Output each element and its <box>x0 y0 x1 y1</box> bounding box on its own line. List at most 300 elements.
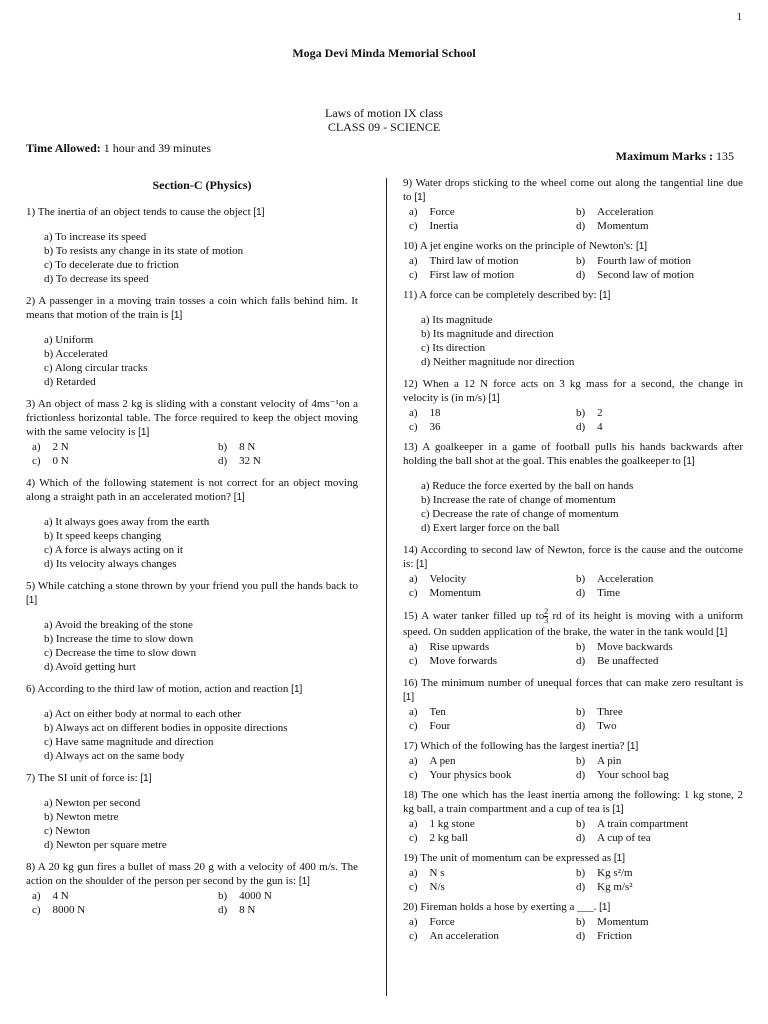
option <box>32 903 218 917</box>
option-letter: b) <box>576 573 586 585</box>
option-letter: d) <box>576 881 586 893</box>
question-text <box>26 771 358 786</box>
option-text: Two <box>597 720 617 732</box>
option-letter: c) <box>409 881 418 893</box>
option-letter: b) <box>576 206 586 218</box>
question-text <box>26 476 358 505</box>
marks-tag: [1] <box>171 310 183 321</box>
option-text: Be unaffected <box>597 655 659 667</box>
option: b) Increase the rate of change of momentum <box>421 494 616 506</box>
option-text: Friction <box>597 930 633 942</box>
option <box>218 889 358 903</box>
question-number: 6) <box>26 683 36 695</box>
option <box>409 915 576 929</box>
option <box>409 817 576 831</box>
option-text: 1 kg stone <box>429 818 475 830</box>
option-letter: a) <box>409 641 418 653</box>
option-list <box>44 515 358 571</box>
option-grid <box>409 406 743 434</box>
marks-tag: [1] <box>635 241 648 252</box>
question <box>403 377 743 434</box>
option: b) Its magnitude and direction <box>421 328 554 340</box>
question-body: According to the third law of motion, action and reaction <box>37 683 289 695</box>
option-letter: b) <box>218 441 228 453</box>
option <box>409 406 576 420</box>
option: a) It always goes away from the earth <box>44 516 210 528</box>
option-grid <box>32 889 358 917</box>
question <box>403 543 743 600</box>
marks-tag: [1] <box>138 427 150 438</box>
option-letter: d) <box>576 587 586 599</box>
question-body: An object of mass 2 kg is sliding with a constant velocity of 4ms⁻¹on a frictionless horizontal table. The force required to keep the object moving with the same velocity is <box>26 398 358 438</box>
option <box>409 705 576 719</box>
time-label: Time Allowed: <box>26 141 101 155</box>
option-list <box>421 313 743 369</box>
question-body: Which of the following has the largest inertia? <box>420 740 625 752</box>
marks-tag: [1] <box>716 627 728 638</box>
question-body: Fireman holds a hose by exerting a ___. <box>420 901 597 913</box>
option-letter: c) <box>409 832 418 844</box>
marks-tag: [1] <box>599 902 611 913</box>
question <box>26 294 358 389</box>
marks-tag: [1] <box>683 456 695 467</box>
question-body: The unit of momentum can be expressed as <box>420 852 612 864</box>
question-text <box>403 377 743 406</box>
option-text: Inertia <box>429 220 459 232</box>
option <box>576 268 743 282</box>
question-number: 7) <box>26 772 36 784</box>
question-body: A jet engine works on the principle of Newton's: <box>419 240 634 252</box>
option <box>576 880 743 894</box>
option: d) Avoid getting hurt <box>44 661 136 673</box>
option: d) Exert larger force on the ball <box>421 522 560 534</box>
question-number: 9) <box>403 177 413 189</box>
option-text: Fourth law of motion <box>597 255 691 267</box>
option-letter: b) <box>576 818 586 830</box>
option-text: A pen <box>429 755 456 767</box>
question-body: A 20 kg gun fires a bullet of mass 20 g with a velocity of 400 m/s. The action on the shoulder of the person per second by the gun is: <box>26 861 358 887</box>
option-text: A cup of tea <box>597 832 651 844</box>
question-text <box>403 543 743 572</box>
option-letter: b) <box>576 407 586 419</box>
option: a) Newton per second <box>44 797 141 809</box>
question-number: 2) <box>26 295 36 307</box>
option-letter: d) <box>576 220 586 232</box>
option-list <box>44 707 358 763</box>
option: c) To decelerate due to friction <box>44 259 179 271</box>
fraction <box>544 608 548 625</box>
option-letter: a) <box>409 706 418 718</box>
question <box>403 676 743 733</box>
question-body: Water drops sticking to the wheel come out along the tangential line due to <box>403 177 743 203</box>
option: a) Avoid the breaking of the stone <box>44 619 193 631</box>
option-text: 8 N <box>239 441 256 453</box>
question <box>403 900 743 943</box>
question-text <box>26 294 358 323</box>
option: c) Its direction <box>421 342 486 354</box>
question-text <box>403 676 743 705</box>
option-letter: d) <box>576 421 586 433</box>
option <box>409 420 576 434</box>
option: b) To resists any change in its state of motion <box>44 245 244 257</box>
option <box>576 929 743 943</box>
option <box>576 219 743 233</box>
option-letter: a) <box>409 255 418 267</box>
option: c) A force is always acting on it <box>44 544 183 556</box>
option-letter: c) <box>32 904 41 916</box>
option <box>576 420 743 434</box>
question-body: A goalkeeper in a game of football pulls his hands backwards after holding the ball shot at the goal. This enables the goalkeeper to <box>403 441 743 467</box>
question-number: 8) <box>26 861 36 873</box>
option: b) Always act on different bodies in opposite directions <box>44 722 288 734</box>
question <box>26 397 358 468</box>
fraction-denominator: 3 <box>544 616 549 625</box>
question-number: 3) <box>26 398 36 410</box>
option-text: 32 N <box>239 455 261 467</box>
question-body: When a 12 N force acts on 3 kg mass for a second, the change in velocity is (in m/s) <box>403 378 743 404</box>
marks-label: Maximum Marks : <box>615 149 713 163</box>
option <box>576 654 743 668</box>
option: c) Newton <box>44 825 91 837</box>
option-grid <box>409 866 743 894</box>
option-letter: b) <box>576 867 586 879</box>
option: c) Decrease the time to slow down <box>44 647 197 659</box>
question-text <box>403 176 743 205</box>
option-letter: b) <box>576 706 586 718</box>
option-text: First law of motion <box>429 269 515 281</box>
option-text: Velocity <box>429 573 467 585</box>
question-number: 12) <box>403 378 418 390</box>
option-text: An acceleration <box>429 930 499 942</box>
option-text: 2 <box>597 407 603 419</box>
option <box>409 586 576 600</box>
option-letter: c) <box>409 720 418 732</box>
option <box>409 219 576 233</box>
question-body: The one which has the least inertia among the following: 1 kg stone, 2 kg ball, a train compartment and a cup of tea is <box>403 789 743 815</box>
marks-tag: [1] <box>253 207 265 218</box>
question-body: Which of the following statement is not correct for an object moving along a straight path in an accelerated motion? <box>26 477 358 503</box>
option: d) Always act on the same body <box>44 750 185 762</box>
question-text <box>403 440 743 469</box>
option-text: 8 N <box>239 904 256 916</box>
marks-tag: [1] <box>599 290 611 301</box>
option-text: Acceleration <box>597 206 654 218</box>
option <box>409 754 576 768</box>
option-letter: a) <box>409 755 418 767</box>
question-number: 14) <box>403 544 418 556</box>
option-text: 8000 N <box>52 904 86 916</box>
option-letter: c) <box>409 269 418 281</box>
option <box>409 268 576 282</box>
option-letter: a) <box>409 867 418 879</box>
question <box>26 682 358 763</box>
option-letter: d) <box>576 832 586 844</box>
maximum-marks <box>616 149 734 163</box>
question <box>26 771 358 852</box>
question-number: 13) <box>403 441 418 453</box>
option <box>218 440 358 454</box>
option <box>576 586 743 600</box>
option <box>409 254 576 268</box>
option-letter: d) <box>576 769 586 781</box>
marks-value: 135 <box>716 149 734 163</box>
marks-tag: [1] <box>613 853 626 864</box>
marks-tag: [1] <box>233 492 245 503</box>
option: a) Act on either body at normal to each other <box>44 708 242 720</box>
question-body: The inertia of an object tends to cause the object <box>37 206 251 218</box>
option-text: Three <box>597 706 623 718</box>
option-text: Force <box>429 206 455 218</box>
option <box>409 929 576 943</box>
option-grid <box>409 254 743 282</box>
option-letter: c) <box>32 455 41 467</box>
school-name: Moga Devi Minda Memorial School <box>292 46 476 60</box>
option <box>576 205 743 219</box>
option-letter: b) <box>576 916 586 928</box>
option: d) Neither magnitude nor direction <box>421 356 575 368</box>
question-body: A passenger in a moving train tosses a coin which falls behind him. It means that motion of the train is <box>26 295 358 321</box>
option <box>409 866 576 880</box>
question-body: A force can be completely described by: <box>419 289 597 301</box>
option-list <box>44 230 358 286</box>
question-body: According to second law of Newton, force is the cause and the outcome is: <box>403 544 743 570</box>
option: b) Accelerated <box>44 348 108 360</box>
marks-tag: [1] <box>612 804 624 815</box>
option-grid <box>409 817 743 845</box>
question <box>26 860 358 917</box>
question-text <box>403 288 743 303</box>
marks-tag: [1] <box>140 773 152 784</box>
marks-tag: [1] <box>298 876 310 887</box>
option-text: A pin <box>597 755 622 767</box>
option-letter: d) <box>576 720 586 732</box>
option: b) Newton metre <box>44 811 119 823</box>
option: b) Increase the time to slow down <box>44 633 194 645</box>
option: d) Retarded <box>44 376 96 388</box>
option-text: 0 N <box>52 455 69 467</box>
option-text: Third law of motion <box>429 255 519 267</box>
option-text: Momentum <box>597 220 649 232</box>
option-letter: a) <box>32 441 41 453</box>
option-letter: a) <box>409 206 418 218</box>
question <box>26 205 358 286</box>
option-grid <box>32 440 358 468</box>
option <box>576 640 743 654</box>
question-number: 1) <box>26 206 36 218</box>
question-text <box>26 860 358 889</box>
question-number: 20) <box>403 901 418 913</box>
option: b) It speed keeps changing <box>44 530 162 542</box>
option <box>32 454 218 468</box>
option-text: N/s <box>429 881 445 893</box>
option <box>409 640 576 654</box>
option <box>576 254 743 268</box>
question <box>26 579 358 674</box>
paper-title: Laws of motion IX class <box>325 106 443 120</box>
time-value: 1 hour and 39 minutes <box>103 141 212 155</box>
option <box>409 831 576 845</box>
option-text: Momentum <box>429 587 481 599</box>
option-text: 2 N <box>52 441 69 453</box>
option-grid <box>409 754 743 782</box>
option <box>576 406 743 420</box>
option-letter: b) <box>218 890 228 902</box>
option: c) Have same magnitude and direction <box>44 736 214 748</box>
question-text-start: A water tanker filled up to <box>421 610 545 623</box>
option <box>576 754 743 768</box>
option-text: Acceleration <box>597 573 654 585</box>
option-list <box>44 618 358 674</box>
option-text: Your physics book <box>429 769 512 781</box>
option-letter: b) <box>576 755 586 767</box>
option-letter: d) <box>576 655 586 667</box>
option-text: Ten <box>429 706 446 718</box>
option-text: Momentum <box>597 916 649 928</box>
question <box>403 239 743 282</box>
question-number: 16) <box>403 677 418 689</box>
question <box>403 788 743 845</box>
option <box>218 454 358 468</box>
option <box>576 831 743 845</box>
option <box>576 866 743 880</box>
option-grid <box>409 915 743 943</box>
question-number: 11) <box>403 289 418 301</box>
marks-tag: [1] <box>488 393 500 404</box>
option: d) Its velocity always changes <box>44 558 177 570</box>
question-number: 18) <box>403 789 418 801</box>
option: a) To increase its speed <box>44 231 147 243</box>
option-letter: d) <box>576 930 586 942</box>
question <box>403 288 743 369</box>
question <box>403 608 743 668</box>
option-text: 18 <box>429 407 441 419</box>
question-text <box>26 397 358 440</box>
option: c) Along circular tracks <box>44 362 148 374</box>
option <box>409 880 576 894</box>
question-number: 10) <box>403 240 418 252</box>
time-allowed <box>26 141 226 155</box>
option-letter: a) <box>32 890 41 902</box>
option: a) Uniform <box>44 334 94 346</box>
option-text: 4000 N <box>239 890 272 902</box>
marks-tag: [1] <box>627 741 639 752</box>
option <box>576 572 743 586</box>
option-grid <box>409 205 743 233</box>
question-text <box>26 682 358 697</box>
option <box>409 654 576 668</box>
option-text: Move forwards <box>429 655 498 667</box>
option-text: Kg m/s² <box>597 881 633 893</box>
marks-tag: [1] <box>26 595 38 606</box>
fraction-numerator: 2 <box>544 607 549 616</box>
option-text: Move backwards <box>597 641 673 653</box>
column-divider <box>386 178 387 996</box>
question-body: While catching a stone thrown by your friend you pull the hands back to <box>37 580 358 592</box>
question <box>26 476 358 571</box>
option-grid <box>409 572 743 600</box>
class-subtitle: CLASS 09 - SCIENCE <box>327 120 441 134</box>
question-text <box>26 579 358 608</box>
option-letter: a) <box>409 916 418 928</box>
question-body: The SI unit of force is: <box>37 772 138 784</box>
option-letter: a) <box>409 407 418 419</box>
option-text: 4 <box>597 421 603 433</box>
option-text: 36 <box>429 421 441 433</box>
option-letter: b) <box>576 641 586 653</box>
option-text: A train compartment <box>597 818 689 830</box>
question-number: 15) <box>403 610 418 623</box>
question-number: 5) <box>26 580 36 592</box>
marks-tag: [1] <box>416 559 428 570</box>
option-text: Your school bag <box>597 769 669 781</box>
left-question-column <box>26 205 358 917</box>
option-text: Second law of motion <box>597 269 695 281</box>
option-letter: c) <box>409 587 418 599</box>
question-body: The minimum number of unequal forces that can make zero resultant is <box>420 677 743 689</box>
option-text: Rise upwards <box>429 641 490 653</box>
question <box>403 440 743 535</box>
section-heading: Section-C (Physics) <box>152 178 252 192</box>
option <box>32 440 218 454</box>
option: a) Reduce the force exerted by the ball on hands <box>421 480 634 492</box>
option-list <box>421 479 743 535</box>
option: d) Newton per square metre <box>44 839 167 851</box>
option-letter: d) <box>218 455 228 467</box>
option-letter: a) <box>409 573 418 585</box>
option-letter: d) <box>576 269 586 281</box>
question-number: 17) <box>403 740 418 752</box>
option-letter: a) <box>409 818 418 830</box>
question-text <box>403 788 743 817</box>
question-body: rd of its height is moving with a uniform speed. On sudden application of the brake, the water in the tank would <box>403 610 743 638</box>
option-list <box>44 333 358 389</box>
option-list <box>44 796 358 852</box>
option-text: Four <box>429 720 451 732</box>
question <box>403 851 743 894</box>
marks-tag: [1] <box>291 684 303 695</box>
question-number: 19) <box>403 852 418 864</box>
option <box>32 889 218 903</box>
option <box>409 205 576 219</box>
question-text <box>403 239 743 254</box>
option: d) To decrease its speed <box>44 273 149 285</box>
question-text <box>403 851 743 866</box>
option-text: Force <box>429 916 455 928</box>
option <box>576 705 743 719</box>
marks-tag: [1] <box>414 192 426 203</box>
option <box>409 719 576 733</box>
option-letter: c) <box>409 421 418 433</box>
option-text: 4 N <box>52 890 69 902</box>
option <box>576 817 743 831</box>
question-text <box>26 205 358 220</box>
option-letter: c) <box>409 655 418 667</box>
right-question-column <box>403 176 743 943</box>
marks-tag: [1] <box>403 692 415 703</box>
option: a) Its magnitude <box>421 314 493 326</box>
option <box>409 572 576 586</box>
option-text: Kg s²/m <box>597 867 633 879</box>
question-text <box>403 900 743 915</box>
option <box>576 915 743 929</box>
option-grid <box>409 705 743 733</box>
question <box>403 739 743 782</box>
question-text <box>403 739 743 754</box>
option-letter: c) <box>409 220 418 232</box>
option <box>409 768 576 782</box>
question-text <box>403 608 743 640</box>
option-letter: d) <box>218 904 228 916</box>
